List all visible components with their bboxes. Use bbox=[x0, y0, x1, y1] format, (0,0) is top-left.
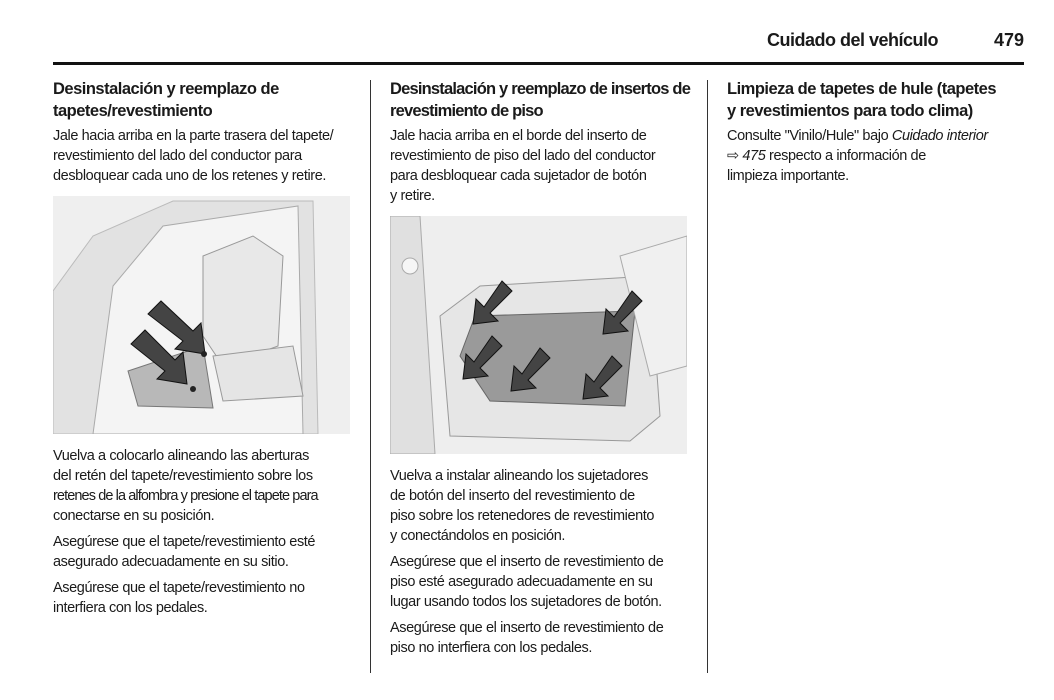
page-reference-link[interactable]: 475 bbox=[742, 148, 766, 164]
heading-line: revestimiento de piso bbox=[390, 102, 543, 120]
section-heading bbox=[53, 78, 358, 122]
text-line: del retén del tapete/revestimiento sobre los bbox=[53, 468, 313, 484]
running-header-title: Cuidado del vehículo bbox=[766, 30, 938, 50]
paragraph bbox=[390, 618, 695, 658]
text-line: piso esté asegurado adecuadamente en su bbox=[390, 574, 653, 590]
heading-line: y revestimientos para todo clima) bbox=[727, 102, 973, 120]
heading-line: Desinstalación y reemplazo de insertos de bbox=[390, 80, 691, 98]
text-line: asegurado adecuadamente en su sitio. bbox=[53, 554, 289, 570]
column-divider bbox=[707, 80, 708, 673]
text-line: lugar usando todos los sujetadores de botón. bbox=[390, 594, 662, 610]
text-line: desbloquear cada uno de los retenes y retire. bbox=[53, 168, 326, 184]
text-line: conectarse en su posición. bbox=[53, 508, 215, 524]
paragraph bbox=[53, 578, 358, 618]
text-line bbox=[727, 146, 1032, 166]
text-line: revestimiento del lado del conductor para bbox=[53, 148, 302, 164]
text-line: de botón del inserto del revestimiento de bbox=[390, 488, 635, 504]
text-line: Vuelva a instalar alineando los sujetadores bbox=[390, 468, 648, 484]
section-heading bbox=[390, 78, 695, 122]
text-line: y retire. bbox=[390, 188, 435, 204]
text-line: Jale hacia arriba en el borde del inserto de bbox=[390, 128, 647, 144]
paragraph bbox=[727, 126, 1032, 186]
section-heading bbox=[727, 78, 1032, 122]
page-number: 479 bbox=[993, 30, 1024, 50]
text-line: Jale hacia arriba en la parte trasera del tapete/ bbox=[53, 128, 334, 144]
text-line: Asegúrese que el tapete/revestimiento esté bbox=[53, 534, 316, 550]
text-line: Vuelva a colocarlo alineando las aberturas bbox=[53, 448, 309, 464]
text-line bbox=[727, 126, 1032, 146]
text-line: piso no interfiera con los pedales. bbox=[390, 640, 593, 656]
floor-mat-illustration bbox=[53, 196, 350, 434]
header-rule bbox=[53, 62, 1024, 65]
column-divider bbox=[370, 80, 371, 673]
column-rubber-mat-cleaning bbox=[727, 78, 1032, 192]
floor-insert-illustration bbox=[390, 216, 687, 454]
text-line: piso sobre los retenedores de revestimiento bbox=[390, 508, 655, 524]
paragraph bbox=[53, 126, 358, 186]
heading-line: Desinstalación y reemplazo de bbox=[53, 80, 279, 98]
text-line: Asegúrese que el tapete/revestimiento no bbox=[53, 580, 305, 596]
text-line: para desbloquear cada sujetador de botón bbox=[390, 168, 647, 184]
cross-reference-link[interactable]: Cuidado interior bbox=[891, 128, 988, 144]
text: respecto a información de bbox=[765, 148, 926, 164]
paragraph bbox=[390, 126, 695, 206]
heading-line: tapetes/revestimiento bbox=[53, 102, 213, 120]
paragraph bbox=[390, 466, 695, 546]
paragraph bbox=[53, 532, 358, 572]
heading-line: Limpieza de tapetes de hule (tapetes bbox=[727, 80, 996, 98]
text-line: interfiera con los pedales. bbox=[53, 600, 208, 616]
text-line: Asegúrese que el inserto de revestimiento de bbox=[390, 554, 664, 570]
paragraph bbox=[53, 446, 358, 526]
arrow-right-icon: ⇨ bbox=[727, 148, 739, 164]
column-mat-removal bbox=[53, 78, 358, 624]
column-insert-removal bbox=[390, 78, 695, 664]
text-line: limpieza importante. bbox=[727, 168, 849, 184]
text-line: revestimiento de piso del lado del conductor bbox=[390, 148, 656, 164]
text-line: retenes de la alfombra y presione el tapete para bbox=[53, 488, 318, 504]
text: Consulte "Vinilo/Hule" bajo bbox=[727, 128, 892, 144]
text-line: y conectándolos en posición. bbox=[390, 528, 566, 544]
paragraph bbox=[390, 552, 695, 612]
text-line: Asegúrese que el inserto de revestimiento de bbox=[390, 620, 664, 636]
